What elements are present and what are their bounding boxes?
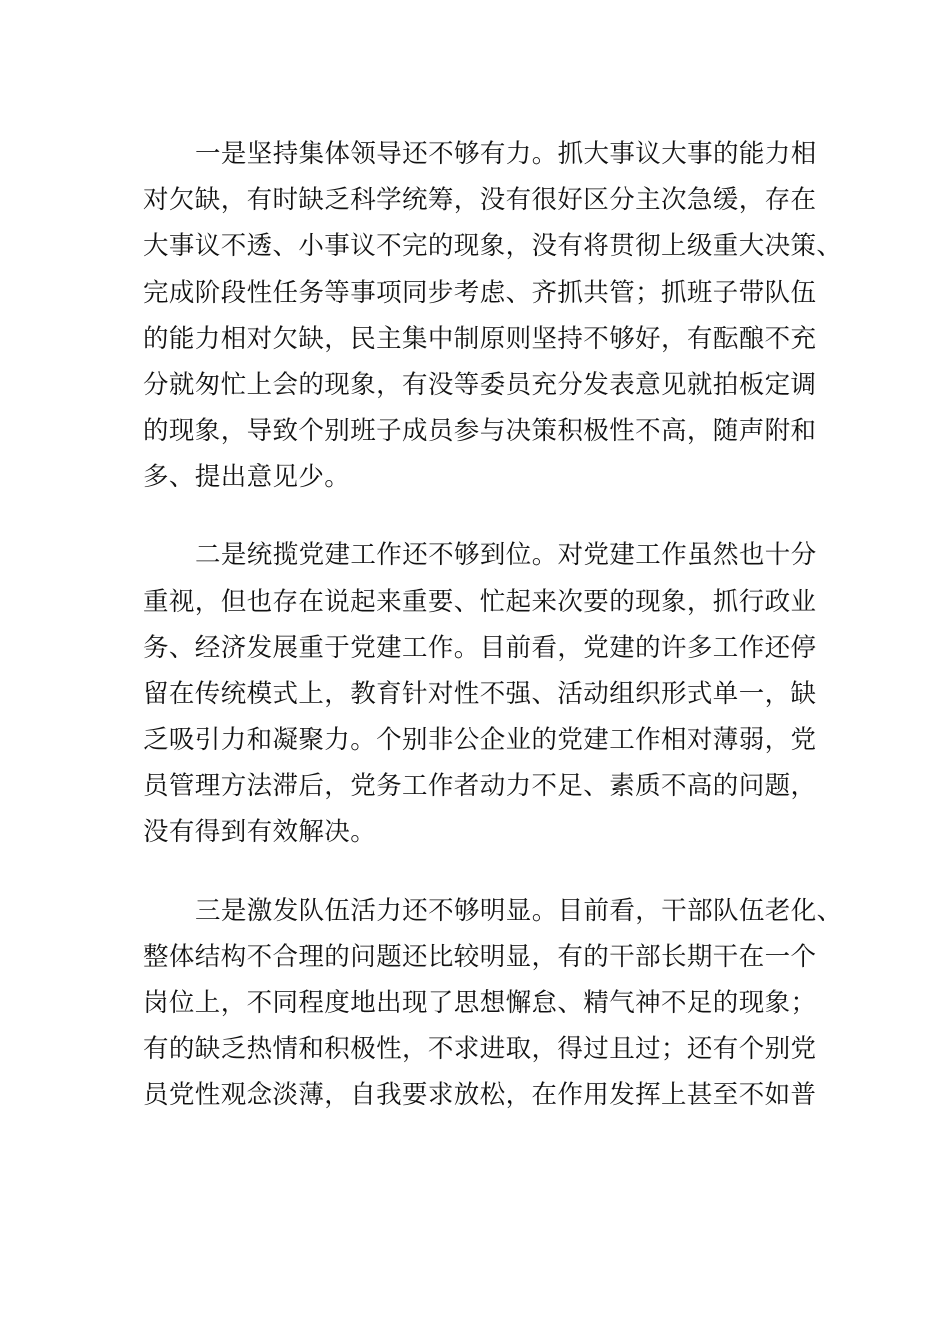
paragraph-3-line-4: 有的缺乏热情和积极性，不求进取，得过且过；还有个别党 (143, 1034, 817, 1064)
paragraph-1-line-4: 完成阶段性任务等事项同步考虑、齐抓共管；抓班子带队伍 (143, 278, 817, 308)
paragraph-1-line-2: 对欠缺，有时缺乏科学统筹，没有很好区分主次急缓，存在 (143, 185, 817, 215)
paragraph-3-line-1: 三是激发队伍活力还不够明显。目前看，干部队伍老化、 (195, 896, 843, 926)
paragraph-1-line-3: 大事议不透、小事议不完的现象，没有将贯彻上级重大决策、 (143, 231, 843, 261)
paragraph-3-line-5: 员党性观念淡薄，自我要求放松，在作用发挥上甚至不如普 (143, 1080, 817, 1110)
paragraph-2-line-1: 二是统揽党建工作还不够到位。对党建工作虽然也十分 (195, 540, 817, 570)
paragraph-2-line-5: 乏吸引力和凝聚力。个别非公企业的党建工作相对薄弱，党 (143, 725, 817, 755)
paragraph-3-line-3: 岗位上，不同程度地出现了思想懈怠、精气神不足的现象； (143, 988, 817, 1018)
paragraph-1-line-7: 的现象，导致个别班子成员参与决策积极性不高，随声附和 (143, 416, 817, 446)
paragraph-1-line-1: 一是坚持集体领导还不够有力。抓大事议大事的能力相 (195, 139, 817, 169)
paragraph-2-line-6: 员管理方法滞后，党务工作者动力不足、素质不高的问题， (143, 771, 817, 801)
paragraph-1-line-8: 多、提出意见少。 (143, 462, 351, 492)
paragraph-2-line-2: 重视，但也存在说起来重要、忙起来次要的现象，抓行政业 (143, 587, 817, 617)
paragraph-1-line-5: 的能力相对欠缺，民主集中制原则坚持不够好，有酝酿不充 (143, 324, 817, 354)
paragraph-2-line-3: 务、经济发展重于党建工作。目前看，党建的许多工作还停 (143, 633, 817, 663)
paragraph-2-line-4: 留在传统模式上，教育针对性不强、活动组织形式单一，缺 (143, 679, 817, 709)
paragraph-1-line-6: 分就匆忙上会的现象，有没等委员充分发表意见就拍板定调 (143, 370, 817, 400)
paragraph-3-line-2: 整体结构不合理的问题还比较明显，有的干部长期干在一个 (143, 942, 817, 972)
paragraph-2-line-7: 没有得到有效解决。 (143, 817, 377, 847)
